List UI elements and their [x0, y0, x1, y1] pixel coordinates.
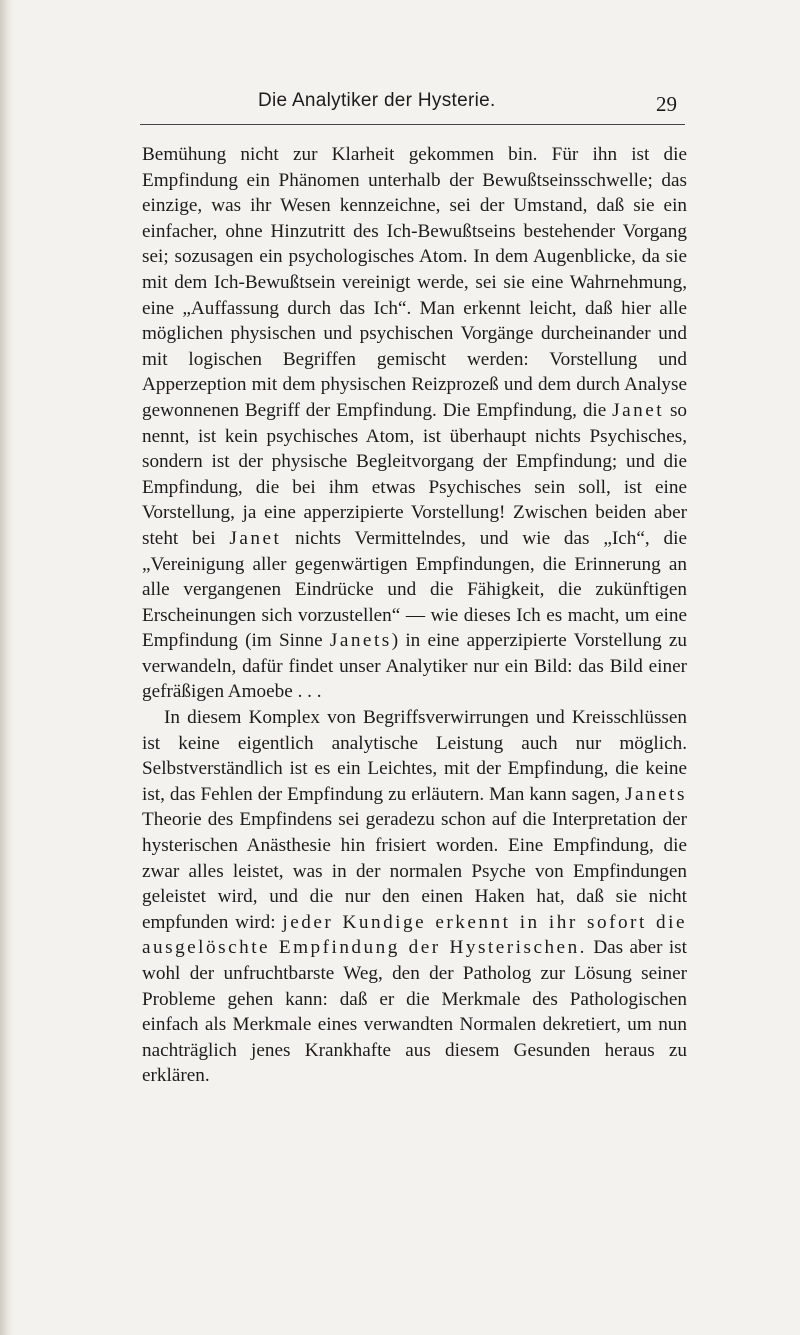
text-run: so nennt, ist kein psychisches Atom, ist überhaupt nichts Psychisches, sondern ist der physische Begleitvorgang der Empfindung; und die Empfindung, die bei ihm etwas Psychisches sein soll, ist eine Vorstellung, ja eine apperzipierte Vorstellung! Zwischen beiden aber steht bei [142, 399, 687, 549]
name-janet: Janet [229, 527, 282, 549]
paragraph-1 [142, 142, 687, 705]
text-run: Bemühung nicht zur Klarheit gekommen bin. Für ihn ist die Empfindung ein Phänomen unterhalb der Bewußtseinsschwelle; das einzige, was ihr Wesen kennzeichne, sei der Umstand, daß sie ein einfacher, ohne Hinzutritt des Ich-Bewußtseins bestehender Vorgang sei; sozusagen ein psychologisches Atom. In dem Augenblicke, da sie mit dem Ich-Bewußtsein vereinigt werde, sei sie eine Wahrnehmung, eine „Auffassung durch das Ich“. Man erkennt leicht, daß hier alle möglichen physischen und psychischen Vorgänge durcheinander und mit logischen Begriffen gemischt werden: Vorstellung und Apperzeption mit dem physischen Reizprozeß und dem durch Analyse gewonnenen Begriff der Empfindung. Die Empfindung, die [142, 144, 687, 421]
text-run: ) in eine apperzipierte Vorstellung zu verwandeln, dafür findet unser Analytiker nur ein Bild: das Bild einer gefräßigen Amoebe . . . [142, 630, 688, 703]
text-run: In diesem Komplex von Begriffsverwirrungen und Kreisschlüssen ist keine eigentlich analytische Leistung auch nur möglich. Selbstverständlich ist es ein Leichtes, mit der Empfindung, die keine ist, das Fehlen der Empfindung zu erläutern. Man kann sagen, [142, 707, 687, 805]
emphasized-sentence: jeder Kundige erkennt in ihr sofort die ausgelöschte Empfindung der Hysterischen. [142, 911, 687, 959]
name-janet: Janet [612, 399, 665, 421]
name-janets: Janets [329, 630, 392, 652]
running-title: Die Analytiker der Hysterie. [258, 90, 496, 111]
text-body [142, 142, 687, 1089]
running-head [140, 90, 685, 125]
text-run: nichts Vermittelndes, und wie das „Ich“, die „Vereinigung aller gegenwärtigen Empfindungen, die Erinnerung an alle vergangenen Eindrücke und die Fähigkeit, die zukünftigen Erscheinungen sich vorzustellen“ — wie dieses Ich es macht, um eine Empfindung (im Sinne [142, 527, 687, 652]
page-number: 29 [656, 92, 677, 116]
page-binding-edge [0, 0, 14, 1335]
text-run: Theorie des Empfindens sei geradezu schon auf die Interpretation der hysterischen Anästhesie hin frisiert worden. Eine Empfindung, die zwar alles leistet, was in der normalen Psyche von Empfindungen geleistet wird, und die nur den einen Haken hat, daß sie nicht empfunden wird: [142, 809, 687, 933]
name-janets: Janets [625, 783, 687, 805]
paragraph-2 [142, 705, 687, 1089]
text-run: Das aber ist wohl der unfruchtbarste Weg, den der Patholog zur Lösung seiner Probleme gehen kann: daß er die Merkmale des Pathologischen einfach als Merkmale eines verwandten Normalen dekretiert, um nun nachträglich jenes Krankhafte aus diesem Gesunden heraus zu erklären. [142, 937, 687, 1087]
